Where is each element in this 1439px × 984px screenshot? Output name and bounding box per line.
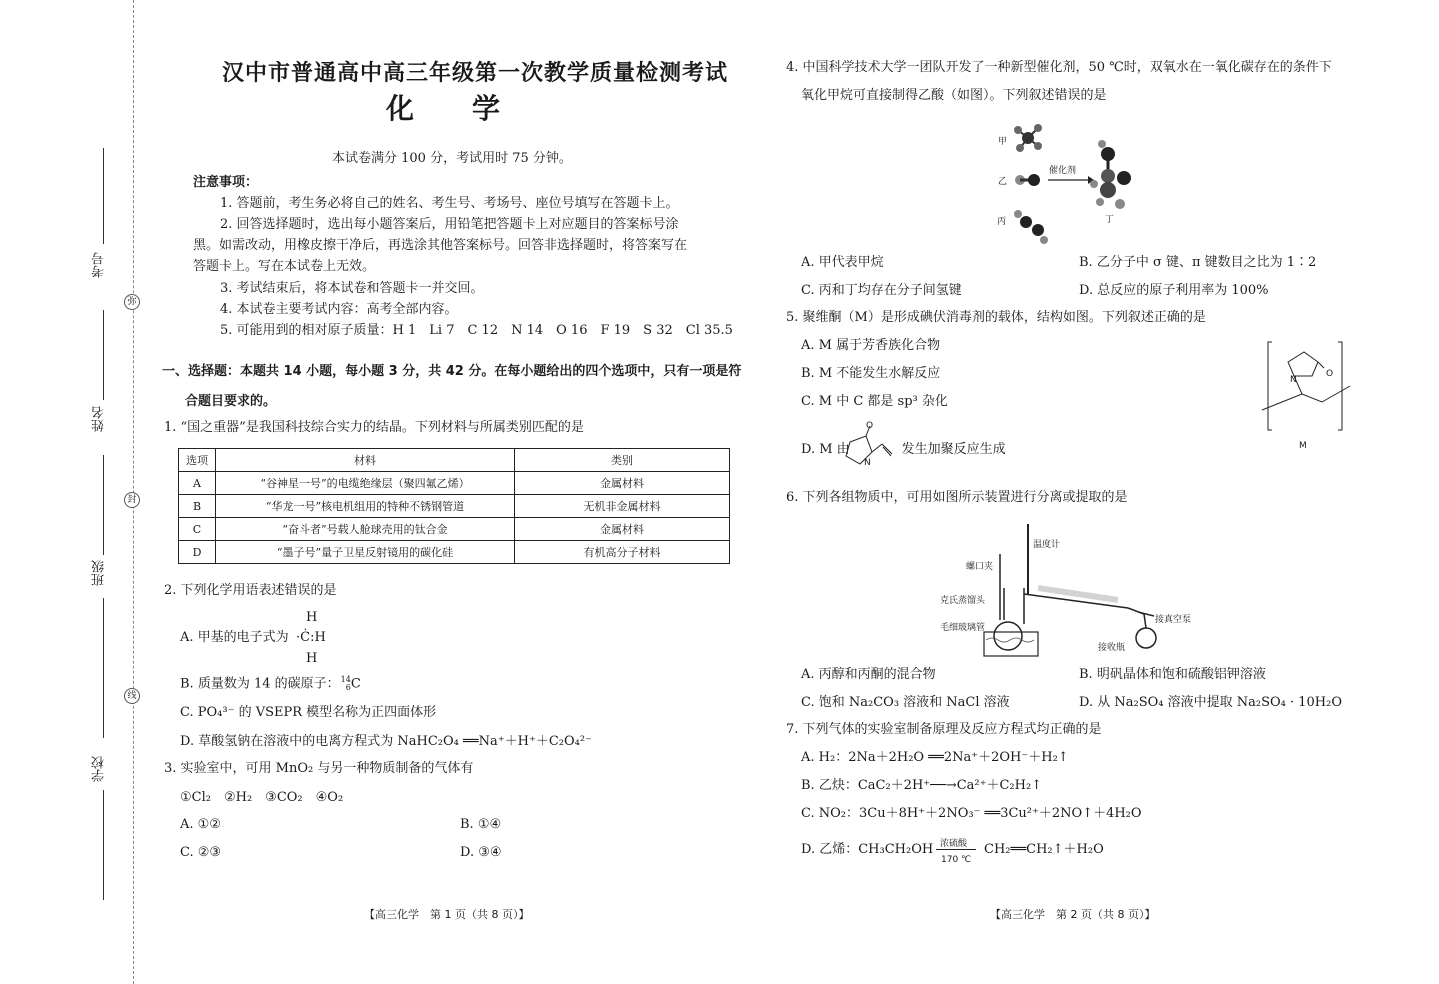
note-2b: 黑。如需改动，用橡皮擦干净后，再选涂其他答案标号。回答非选择题时，将答案写在 <box>193 238 688 253</box>
co-molecule-icon <box>1015 174 1040 186</box>
q3-option-d: D. ③④ <box>460 845 502 860</box>
table-cell: “奋斗者”号载人舱球壳用的钛合金 <box>216 518 515 541</box>
q3-option-a: A. ①② <box>180 817 221 832</box>
q7-option-a: A. H₂：2Na＋2H₂O ══2Na⁺＋2OH⁻＋H₂↑ <box>801 750 1069 765</box>
q6-option-b: B. 明矾晶体和饱和硫酸铝钾溶液 <box>1079 667 1266 682</box>
q5-monomer-o: O <box>866 421 874 431</box>
q6-option-a: A. 丙醇和丙酮的混合物 <box>801 667 936 682</box>
q5-polymer-o: O <box>1326 369 1334 379</box>
q6-label-receiver: 接收瓶 <box>1098 643 1126 653</box>
exam-title: 汉中市普通高中高三年级第一次教学质量检测考试 <box>222 61 729 86</box>
q6-label-capillary: 毛细玻璃管 <box>940 623 986 633</box>
sidebar-exam-no-label: 考号 <box>92 252 107 278</box>
table-row <box>179 495 730 518</box>
table-cell: C <box>179 518 216 541</box>
q2-option-c: C. PO₄³⁻ 的 VSEPR 模型名称为正四面体形 <box>180 705 437 720</box>
table-header-cell: 选项 <box>179 449 216 472</box>
table-cell: 有机高分子材料 <box>515 541 730 564</box>
q6-stem: 6. 下列各组物质中，可用如图所示装置进行分离或提取的是 <box>786 490 1128 505</box>
table-cell: 金属材料 <box>515 518 730 541</box>
footer-right: 【高三化学 第 2 页（共 8 页）】 <box>990 908 1156 921</box>
sidebar-school-label: 学校 <box>92 756 107 782</box>
q3-option-c: C. ②③ <box>180 845 222 860</box>
note-5: 5. 可能用到的相对原子质量：H 1 Li 7 C 12 N 14 O 16 F 19 S 32 Cl 35.5 <box>220 323 733 338</box>
table-header-cell: 材料 <box>216 449 515 472</box>
note-2c: 答题卡上。写在本试卷上无效。 <box>193 259 376 274</box>
q5-option-c: C. M 中 C 都是 sp³ 杂化 <box>801 394 948 409</box>
q6-label-thermometer: 温度计 <box>1033 540 1061 550</box>
q7-stem: 7. 下列气体的实验室制备原理及反应方程式均正确的是 <box>786 722 1102 737</box>
acetic-acid-molecule-icon <box>1090 140 1131 209</box>
table-cell: “谷神星一号”的电缆绝缘层（聚四氟乙烯） <box>216 472 515 495</box>
sidebar-name-label: 姓名 <box>92 406 107 432</box>
q5-polymer-label-m: M <box>1299 441 1307 451</box>
q7-condition-top: 浓硫酸 <box>940 839 968 849</box>
q5-option-d <box>801 442 1006 458</box>
q4-label-bing: 丙 <box>997 217 1007 227</box>
q2-methyl-h-top: H <box>306 610 318 625</box>
footer-left: 【高三化学 第 1 页（共 8 页）】 <box>364 908 530 921</box>
note-2a: 2. 回答选择题时，选出每小题答案后，用铅笔把答题卡上对应题目的答案标号涂 <box>220 217 679 232</box>
q7-reaction-arrow-icon <box>936 849 976 850</box>
table-row <box>179 518 730 541</box>
q5-option-b: B. M 不能发生水解反应 <box>801 366 941 381</box>
sidebar-exam-no-line <box>103 148 104 244</box>
table-cell: A <box>179 472 216 495</box>
q7-condition-bottom: 170 ℃ <box>941 855 972 865</box>
q7-option-c: C. NO₂：3Cu＋8H⁺＋2NO₃⁻ ══3Cu²⁺＋2NO↑＋4H₂O <box>801 806 1142 821</box>
table-cell: “华龙一号”核电机组用的特种不锈钢管道 <box>216 495 515 518</box>
q7-option-d-prefix: D. 乙烯：CH₃CH₂OH <box>801 842 934 857</box>
table-header-cell: 类别 <box>515 449 730 472</box>
q3-items: ①Cl₂ ②H₂ ③CO₂ ④O₂ <box>180 790 344 805</box>
q4-label-cat: 催化剂 <box>1049 166 1077 176</box>
q3-stem: 3. 实验室中，可用 MnO₂ 与另一种物质制备的气体有 <box>164 761 474 776</box>
section1-line2: 合题目要求的。 <box>185 394 277 409</box>
table-row <box>179 472 730 495</box>
seal-xian: 线 <box>124 688 140 704</box>
q5-stem: 5. 聚维酮（M）是形成碘伏消毒剂的载体，结构如图。下列叙述正确的是 <box>786 310 1206 325</box>
q5-option-d-prefix: D. M 由 <box>801 442 850 457</box>
sidebar-class-line <box>103 598 104 738</box>
table-cell: B <box>179 495 216 518</box>
q5-polymer-n: N <box>1290 375 1297 385</box>
table-header-row <box>179 449 730 472</box>
q6-label-claisen-head: 克氏蒸馏头 <box>940 596 986 606</box>
q4-label-jia: 甲 <box>998 137 1008 147</box>
q5-option-a: A. M 属于芳香族化合物 <box>801 338 941 353</box>
seal-mi: 弥 <box>124 294 140 310</box>
povidone-structure-icon <box>1258 336 1358 436</box>
q6-label-vacuum-pump: 接真空泵 <box>1155 615 1192 625</box>
q2-isotope-symbol: C <box>350 676 361 692</box>
q2-isotope-mass: 14 <box>340 675 351 684</box>
q1-stem: 1. “国之重器”是我国科技综合实力的结晶。下列材料与所属类别匹配的是 <box>164 420 584 435</box>
q2-methyl-h-bottom: H <box>306 651 318 666</box>
q4-option-b: B. 乙分子中 σ 键、π 键数目之比为 1∶2 <box>1079 255 1317 270</box>
q3-option-b: B. ①④ <box>460 817 502 832</box>
sidebar-school-line <box>103 790 104 900</box>
notes-heading: 注意事项： <box>193 175 259 190</box>
q4-option-d: D. 总反应的原子利用率为 100% <box>1079 283 1269 298</box>
q4-molecule-figure <box>990 116 1150 246</box>
sidebar-name-line <box>103 310 104 400</box>
q4-stem-1: 4. 中国科学技术大学一团队开发了一种新型催化剂，50 ℃时，双氧水在一氧化碳存在的条件下 <box>786 60 1332 75</box>
methane-molecule-icon <box>1014 124 1042 152</box>
q6-label-clamp: 螺口夹 <box>966 562 994 572</box>
h2o2-molecule-icon <box>1014 210 1048 244</box>
table-cell: “墨子号”量子卫星反射镜用的碳化硅 <box>216 541 515 564</box>
q4-stem-2: 氧化甲烷可直接制得乙酸（如图）。下列叙述错误的是 <box>801 88 1107 103</box>
q2-methyl-center: ·Ċ:H <box>296 630 326 645</box>
subject-title: 化学 <box>386 92 559 125</box>
vacuum-distillation-apparatus <box>978 524 1178 664</box>
q6-option-d: D. 从 Na₂SO₄ 溶液中提取 Na₂SO₄ · 10H₂O <box>1079 695 1342 710</box>
q2-option-d: D. 草酸氢钠在溶液中的电离方程式为 NaHC₂O₄ ══Na⁺＋H⁺＋C₂O₄²⁻ <box>180 734 592 749</box>
q5-option-d-suffix: 发生加聚反应生成 <box>901 442 1006 457</box>
q4-label-yi: 乙 <box>998 177 1008 187</box>
table-row <box>179 541 730 564</box>
note-3: 3. 考试结束后，将本试卷和答题卡一并交回。 <box>220 281 484 296</box>
exam-info: 本试卷满分 100 分，考试用时 75 分钟。 <box>332 151 572 166</box>
sidebar-name-line-2 <box>103 455 104 555</box>
q2-option-b <box>180 676 361 693</box>
section1-line1: 一、选择题：本题共 14 小题，每小题 3 分，共 42 分。在每小题给出的四个选项中，只有一项是符 <box>162 364 742 379</box>
q4-option-c: C. 丙和丁均存在分子间氢键 <box>801 283 962 298</box>
note-1: 1. 答题前，考生务必将自己的姓名、考生号、考场号、座位号填写在答题卡上。 <box>220 196 679 211</box>
sidebar-class-label: 班级 <box>92 560 107 586</box>
q2-stem: 2. 下列化学用语表述错误的是 <box>164 583 337 598</box>
table-cell: 无机非金属材料 <box>515 495 730 518</box>
q5-monomer-n: N <box>864 458 871 468</box>
note-4: 4. 本试卷主要考试内容：高考全部内容。 <box>220 302 458 317</box>
seal-feng: 封 <box>124 492 140 508</box>
q4-label-ding: 丁 <box>1105 215 1115 225</box>
q2-option-a: A. 甲基的电子式为 <box>180 630 289 645</box>
q2-option-b-text: B. 质量数为 14 的碳原子： <box>180 676 340 692</box>
q7-option-b: B. 乙炔：CaC₂＋2H⁺──→Ca²⁺＋C₂H₂↑ <box>801 778 1043 793</box>
table-cell: 金属材料 <box>515 472 730 495</box>
q4-option-a: A. 甲代表甲烷 <box>801 255 884 270</box>
q7-option-d-suffix: CH₂══CH₂↑＋H₂O <box>984 842 1104 857</box>
q6-option-c: C. 饱和 Na₂CO₃ 溶液和 NaCl 溶液 <box>801 695 1010 710</box>
q1-table <box>178 448 730 564</box>
table-cell: D <box>179 541 216 564</box>
q2-isotope-z: 6 <box>345 683 351 692</box>
